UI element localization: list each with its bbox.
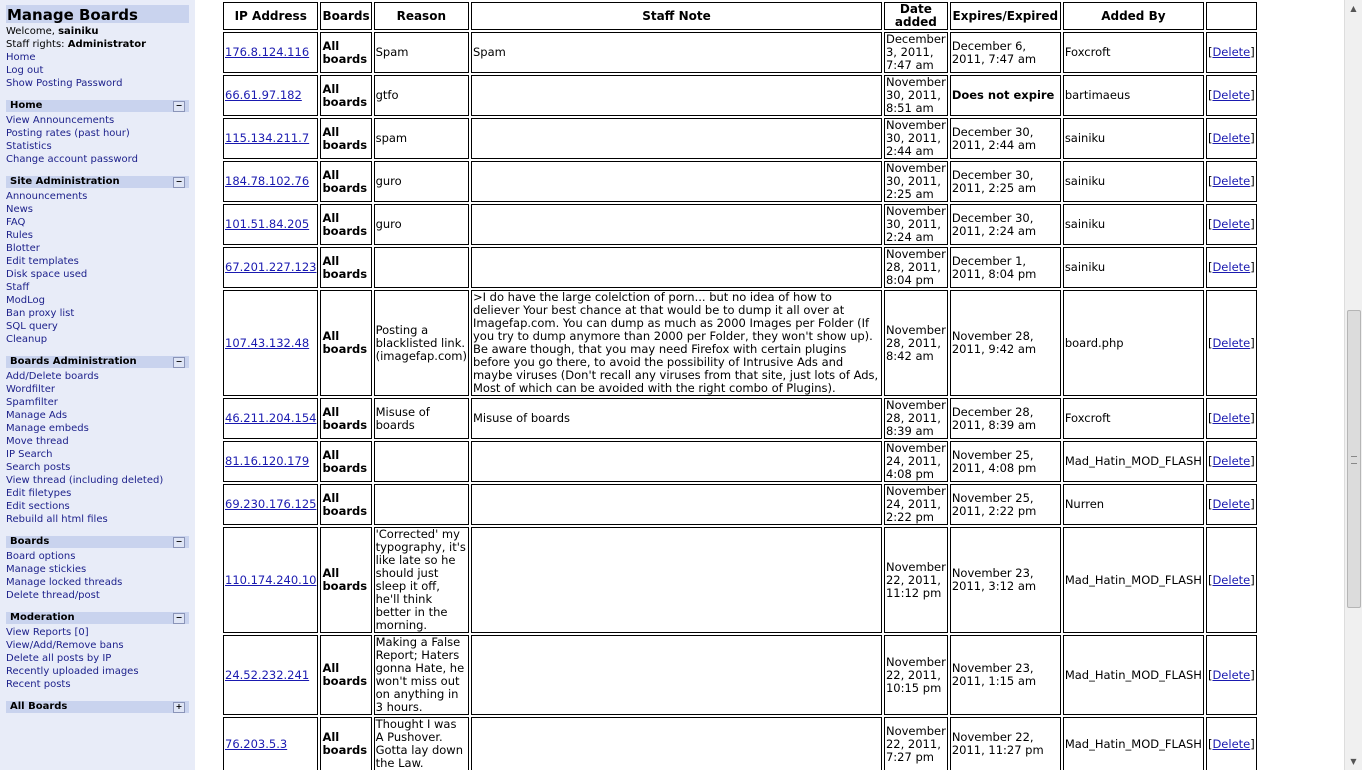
sidebar-sections (0, 100, 195, 713)
reason-cell (374, 484, 469, 525)
bracket: [ (1207, 45, 1213, 59)
section-header-home (6, 100, 189, 112)
table-row (223, 247, 1257, 288)
sidebar-item-modlog[interactable]: ModLog (6, 295, 45, 306)
delete-ban-link[interactable]: Delete (1212, 174, 1251, 188)
reason-cell: guro (374, 204, 469, 245)
section-header-boards-administration (6, 356, 189, 368)
reason-cell: Making a False Report; Haters gonna Hate, he won't miss out on anything in 3 hours. (374, 635, 469, 715)
reason-cell (374, 441, 469, 482)
expires-cell: November 25, 2011, 2:22 pm (950, 484, 1061, 525)
date-added-cell: November 22, 2011, 10:15 pm (884, 635, 948, 715)
delete-ban-link[interactable]: Delete (1212, 335, 1251, 350)
sidebar-item-ip-search[interactable]: IP Search (6, 449, 53, 460)
reason-cell (374, 247, 469, 288)
boards-cell: All boards (320, 635, 371, 715)
expires-cell: December 28, 2011, 8:39 am (950, 398, 1061, 439)
expires-cell: November 28, 2011, 9:42 am (950, 290, 1061, 396)
bracket: [ (1207, 131, 1213, 145)
delete-ban-link[interactable]: Delete (1212, 217, 1251, 231)
actions-cell (1206, 484, 1257, 525)
sidebar-item-view-reports-0[interactable]: View Reports [0] (6, 627, 89, 638)
staff-note-cell (471, 247, 882, 288)
boards-cell: All boards (320, 527, 371, 633)
expires-cell: Does not expire (950, 75, 1061, 116)
bracket: ] (1250, 335, 1255, 350)
expires-cell: December 1, 2011, 8:04 pm (950, 247, 1061, 288)
header-boards: Boards (320, 2, 371, 30)
header-date-added: Date added (884, 2, 948, 30)
staff-note-cell (471, 484, 882, 525)
sidebar (0, 0, 195, 770)
page-title: Manage Boards (6, 5, 189, 23)
table-row (223, 441, 1257, 482)
sidebar-item-view-announcements[interactable]: View Announcements (6, 115, 115, 126)
added-by-cell: Foxcroft (1063, 32, 1204, 73)
welcome-user: sainiku (58, 26, 99, 37)
added-by-cell: Mad_Hatin_MOD_FLASH (1063, 635, 1204, 715)
ip-link[interactable]: 81.16.120.179 (225, 454, 310, 468)
table-header-row (223, 2, 1257, 30)
ip-cell (223, 118, 318, 159)
sidebar-item-manage-locked-threads[interactable]: Manage locked threads (6, 577, 123, 588)
section-header-site-administration (6, 176, 189, 188)
sidebar-item-board-options[interactable]: Board options (6, 551, 76, 562)
actions-cell (1206, 527, 1257, 633)
date-added-cell: November 30, 2011, 8:51 am (885, 75, 946, 115)
sidebar-item-faq[interactable]: FAQ (6, 217, 26, 228)
bracket: ] (1250, 454, 1255, 468)
sidebar-item-rules[interactable]: Rules (6, 230, 33, 241)
added-by-cell: sainiku (1063, 118, 1204, 159)
ip-link[interactable]: 107.43.132.48 (225, 335, 310, 350)
table-row (223, 204, 1257, 245)
bracket: [ (1207, 454, 1213, 468)
sidebar-item-wordfilter[interactable]: Wordfilter (6, 384, 55, 395)
expires-cell: November 22, 2011, 11:27 pm (950, 717, 1061, 770)
bracket: ] (1250, 572, 1255, 587)
added-by-cell: sainiku (1063, 161, 1204, 202)
section-title: Boards Administration (10, 356, 137, 367)
actions-cell (1206, 441, 1257, 482)
date-added-cell: November 22, 2011, 11:12 pm (884, 527, 948, 633)
expires-cell: December 6, 2011, 7:47 am (950, 32, 1061, 73)
expires-cell: November 23, 2011, 1:15 am (950, 635, 1061, 715)
reason-cell: gtfo (374, 75, 469, 116)
rights-value: Administrator (67, 39, 147, 50)
staff-note-cell: Spam (471, 32, 882, 73)
top-links (0, 51, 195, 90)
actions-cell (1206, 32, 1257, 73)
top-link-show-posting-password[interactable]: Show Posting Password (6, 78, 123, 89)
ip-cell (223, 527, 318, 633)
section-title: Home (10, 100, 43, 111)
ip-link[interactable]: 69.230.176.125 (225, 497, 317, 511)
boards-cell: All boards (320, 161, 371, 202)
added-by-cell: bartimaeus (1063, 75, 1204, 116)
added-by-cell: Mad_Hatin_MOD_FLASH (1063, 527, 1204, 633)
sidebar-item-delete-all-posts-by-ip[interactable]: Delete all posts by IP (6, 653, 112, 664)
delete-ban-link[interactable]: Delete (1212, 572, 1251, 587)
table-row (223, 32, 1257, 73)
date-added-cell: November 30, 2011, 2:25 am (885, 161, 946, 201)
ip-cell (223, 398, 318, 439)
sidebar-item-staff[interactable]: Staff (6, 282, 30, 293)
actions-cell (1206, 635, 1257, 715)
reason-cell: guro (374, 161, 469, 202)
table-row (223, 118, 1257, 159)
expires-cell: December 30, 2011, 2:44 am (950, 118, 1061, 159)
expires-cell: December 30, 2011, 2:24 am (950, 204, 1061, 245)
scrollbar-thumb[interactable] (1347, 310, 1361, 608)
bracket: ] (1250, 88, 1255, 102)
bracket: ] (1250, 131, 1255, 145)
ip-link[interactable]: 110.174.240.10 (225, 572, 317, 587)
collapse-icon[interactable]: − (173, 177, 185, 188)
rights-line (6, 38, 189, 51)
expires-cell: November 23, 2011, 3:12 am (950, 527, 1061, 633)
actions-cell (1206, 118, 1257, 159)
sidebar-item-recent-posts[interactable]: Recent posts (6, 679, 71, 690)
bans-table-body (223, 32, 1257, 770)
added-by-cell: sainiku (1063, 204, 1204, 245)
ip-cell (223, 441, 318, 482)
header-actions (1206, 2, 1257, 30)
section-title: All Boards (10, 701, 68, 712)
bracket: [ (1207, 217, 1213, 231)
ip-cell (223, 635, 318, 715)
reason-cell: 'Corrected' my typography, it's like late so he should just sleep it off, he'll think better in the morning. (374, 527, 469, 633)
actions-cell (1206, 204, 1257, 245)
staff-note-cell (471, 527, 882, 633)
date-added-cell: December 3, 2011, 7:47 am (884, 32, 948, 73)
boards-cell: All boards (320, 717, 371, 770)
bracket: [ (1207, 335, 1213, 350)
boards-cell: All boards (320, 32, 371, 73)
delete-ban-link[interactable]: Delete (1212, 411, 1251, 425)
added-by-cell: Nurren (1063, 484, 1204, 525)
sidebar-item-move-thread[interactable]: Move thread (6, 436, 69, 447)
date-added-cell: November 24, 2011, 4:08 pm (885, 441, 946, 481)
boards-cell: All boards (320, 204, 371, 245)
ip-link[interactable]: 115.134.211.7 (225, 131, 310, 145)
delete-ban-link[interactable]: Delete (1212, 131, 1251, 145)
delete-ban-link[interactable]: Delete (1212, 454, 1251, 468)
bracket: ] (1250, 217, 1255, 231)
bracket: [ (1207, 260, 1213, 274)
header-staff-note: Staff Note (471, 2, 882, 30)
section-title: Moderation (10, 612, 75, 623)
collapse-icon[interactable]: − (173, 101, 185, 112)
sidebar-item-manage-ads[interactable]: Manage Ads (6, 410, 68, 421)
actions-cell (1206, 161, 1257, 202)
date-added-cell: November 28, 2011, 8:04 pm (885, 247, 946, 287)
actions-cell (1206, 398, 1257, 439)
top-link-log-out[interactable]: Log out (6, 65, 44, 76)
sidebar-item-view-add-remove-bans[interactable]: View/Add/Remove bans (6, 640, 124, 651)
section-header-all-boards (6, 701, 189, 713)
reason-cell: Posting a blacklisted link. (imagefap.com) (374, 290, 469, 396)
expand-icon[interactable]: + (173, 702, 185, 713)
ip-link[interactable]: 66.61.97.182 (225, 88, 302, 102)
delete-ban-link[interactable]: Delete (1212, 88, 1251, 102)
boards-cell: All boards (320, 118, 371, 159)
sidebar-item-manage-embeds[interactable]: Manage embeds (6, 423, 89, 434)
ip-link[interactable]: 24.52.232.241 (225, 667, 310, 682)
bracket: [ (1207, 497, 1213, 511)
boards-cell: All boards (320, 441, 371, 482)
date-added-cell: November 22, 2011, 7:27 pm (884, 717, 948, 770)
delete-ban-link[interactable]: Delete (1212, 667, 1251, 682)
sidebar-item-posting-rates-past-hour[interactable]: Posting rates (past hour) (6, 128, 130, 139)
ip-cell (223, 247, 318, 288)
table-row (223, 290, 1257, 396)
staff-note-cell (471, 75, 882, 116)
staff-note-cell (471, 118, 882, 159)
bracket: ] (1250, 174, 1255, 188)
boards-cell: All boards (320, 484, 371, 525)
ip-cell (223, 484, 318, 525)
delete-ban-link[interactable]: Delete (1212, 45, 1251, 59)
ip-cell (223, 290, 318, 396)
actions-cell (1206, 247, 1257, 288)
scroll-down-icon[interactable]: ▼ (1350, 757, 1357, 766)
reason-cell: spam (374, 118, 469, 159)
bracket: ] (1250, 411, 1255, 425)
boards-cell: All boards (320, 247, 371, 288)
sidebar-item-delete-thread-post[interactable]: Delete thread/post (6, 590, 100, 601)
date-added-cell: November 24, 2011, 2:22 pm (885, 484, 946, 524)
staff-note-cell (471, 161, 882, 202)
date-added-cell: November 28, 2011, 8:39 am (885, 398, 946, 438)
collapse-icon[interactable]: − (173, 613, 185, 624)
expires-cell: December 30, 2011, 2:25 am (950, 161, 1061, 202)
ip-link[interactable]: 67.201.227.123 (225, 260, 317, 274)
bracket: ] (1250, 497, 1255, 511)
grip-icon (1351, 456, 1357, 464)
header-reason: Reason (374, 2, 469, 30)
bracket: ] (1250, 736, 1255, 751)
table-row (223, 527, 1257, 633)
welcome-label: Welcome, (6, 26, 59, 37)
sidebar-item-announcements[interactable]: Announcements (6, 191, 88, 202)
boards-cell: All boards (320, 398, 371, 439)
scroll-up-icon[interactable]: ▲ (1350, 4, 1357, 13)
ip-link[interactable]: 46.211.204.154 (225, 411, 317, 425)
added-by-cell: Mad_Hatin_MOD_FLASH (1063, 441, 1204, 482)
bracket: ] (1250, 45, 1255, 59)
section-header-moderation (6, 612, 189, 624)
sidebar-item-disk-space-used[interactable]: Disk space used (6, 269, 88, 280)
user-info (6, 25, 189, 51)
sidebar-item-edit-templates[interactable]: Edit templates (6, 256, 79, 267)
sidebar-item-change-account-password[interactable]: Change account password (6, 154, 138, 165)
date-added-cell: November 30, 2011, 2:44 am (885, 118, 946, 158)
header-ip: IP Address (223, 2, 318, 30)
bans-table (221, 0, 1259, 770)
date-added-cell: November 30, 2011, 2:24 am (885, 204, 946, 244)
collapse-icon[interactable]: − (173, 537, 185, 548)
ip-cell (223, 161, 318, 202)
section-title: Boards (10, 536, 50, 547)
reason-cell: Misuse of boards (374, 398, 469, 439)
sidebar-item-sql-query[interactable]: SQL query (6, 321, 58, 332)
vertical-scrollbar[interactable] (1344, 0, 1362, 770)
sidebar-item-blotter[interactable]: Blotter (6, 243, 40, 254)
ip-cell (223, 204, 318, 245)
bracket: [ (1207, 572, 1213, 587)
ip-link[interactable]: 101.51.84.205 (225, 217, 310, 231)
staff-note-cell (471, 204, 882, 245)
sidebar-item-manage-stickies[interactable]: Manage stickies (6, 564, 87, 575)
bracket: ] (1250, 260, 1255, 274)
sidebar-item-search-posts[interactable]: Search posts (6, 462, 71, 473)
added-by-cell: Mad_Hatin_MOD_FLASH (1063, 717, 1204, 770)
section-title: Site Administration (10, 176, 120, 187)
table-row (223, 398, 1257, 439)
added-by-cell: Foxcroft (1063, 398, 1204, 439)
actions-cell (1206, 290, 1257, 396)
sidebar-item-ban-proxy-list[interactable]: Ban proxy list (6, 308, 75, 319)
reason-cell: Spam (374, 32, 469, 73)
bracket: ] (1250, 667, 1255, 682)
collapse-icon[interactable]: − (173, 357, 185, 368)
main-content (195, 0, 1345, 770)
ip-link[interactable]: 76.203.5.3 (225, 736, 288, 751)
ip-cell (223, 717, 318, 770)
staff-note-cell (471, 717, 882, 770)
sidebar-item-cleanup[interactable]: Cleanup (6, 334, 48, 345)
header-added-by: Added By (1063, 2, 1204, 30)
delete-ban-link[interactable]: Delete (1212, 260, 1251, 274)
section-header-boards (6, 536, 189, 548)
sidebar-item-rebuild-all-html-files[interactable]: Rebuild all html files (6, 514, 108, 525)
table-row (223, 484, 1257, 525)
expires-cell: November 25, 2011, 4:08 pm (950, 441, 1061, 482)
table-row (223, 161, 1257, 202)
delete-ban-link[interactable]: Delete (1212, 736, 1251, 751)
staff-note-cell (471, 441, 882, 482)
top-link-home[interactable]: Home (6, 52, 36, 63)
sidebar-item-news[interactable]: News (6, 204, 34, 215)
bracket: [ (1207, 736, 1213, 751)
ip-link[interactable]: 176.8.124.116 (225, 45, 310, 59)
ip-cell (223, 32, 318, 73)
ip-link[interactable]: 184.78.102.76 (225, 174, 310, 188)
added-by-cell: sainiku (1063, 247, 1204, 288)
bracket: [ (1207, 667, 1213, 682)
table-row (223, 75, 1257, 116)
bracket: [ (1207, 411, 1213, 425)
sidebar-item-add-delete-boards[interactable]: Add/Delete boards (6, 371, 99, 382)
staff-note-cell (471, 635, 882, 715)
sidebar-item-edit-sections[interactable]: Edit sections (6, 501, 70, 512)
actions-cell (1206, 75, 1257, 116)
boards-cell: All boards (320, 290, 371, 396)
added-by-cell: board.php (1063, 290, 1204, 396)
boards-cell: All boards (320, 75, 371, 116)
ip-cell (223, 75, 318, 116)
delete-ban-link[interactable]: Delete (1212, 497, 1251, 511)
table-row (223, 717, 1257, 770)
table-row (223, 635, 1257, 715)
sidebar-item-statistics[interactable]: Statistics (6, 141, 52, 152)
bracket: [ (1207, 88, 1213, 102)
sidebar-item-recently-uploaded-images[interactable]: Recently uploaded images (6, 666, 139, 677)
staff-note-cell: >I do have the large colelction of porn... but no idea of how to deliever Your best chance at that would be to dump it all over at Imagefap.com. You can dump as much as 2000 Images per Folder (If you try to dump anymore than 2000 per Folder, they won't show up). Be aware though, that you may need Firefox with certain plugins before you go there, to avoid the possibility of Intrusive Ads and maybe viruses (Don't recall any viruses from that site, just lots of Ads, Most of which can be avoided with the right combo of Plugins). (471, 290, 882, 396)
sidebar-item-edit-filetypes[interactable]: Edit filetypes (6, 488, 72, 499)
header-expires: Expires/Expired (950, 2, 1061, 30)
date-added-cell: November 28, 2011, 8:42 am (884, 290, 948, 396)
sidebar-item-spamfilter[interactable]: Spamfilter (6, 397, 58, 408)
bracket: [ (1207, 174, 1213, 188)
welcome-line (6, 25, 189, 38)
actions-cell (1206, 717, 1257, 770)
rights-label: Staff rights: (6, 39, 68, 50)
staff-note-cell: Misuse of boards (471, 398, 882, 439)
reason-cell: Thought I was A Pushover. Gotta lay down the Law. (374, 717, 469, 770)
sidebar-item-view-thread-including-deleted[interactable]: View thread (including deleted) (6, 475, 164, 486)
